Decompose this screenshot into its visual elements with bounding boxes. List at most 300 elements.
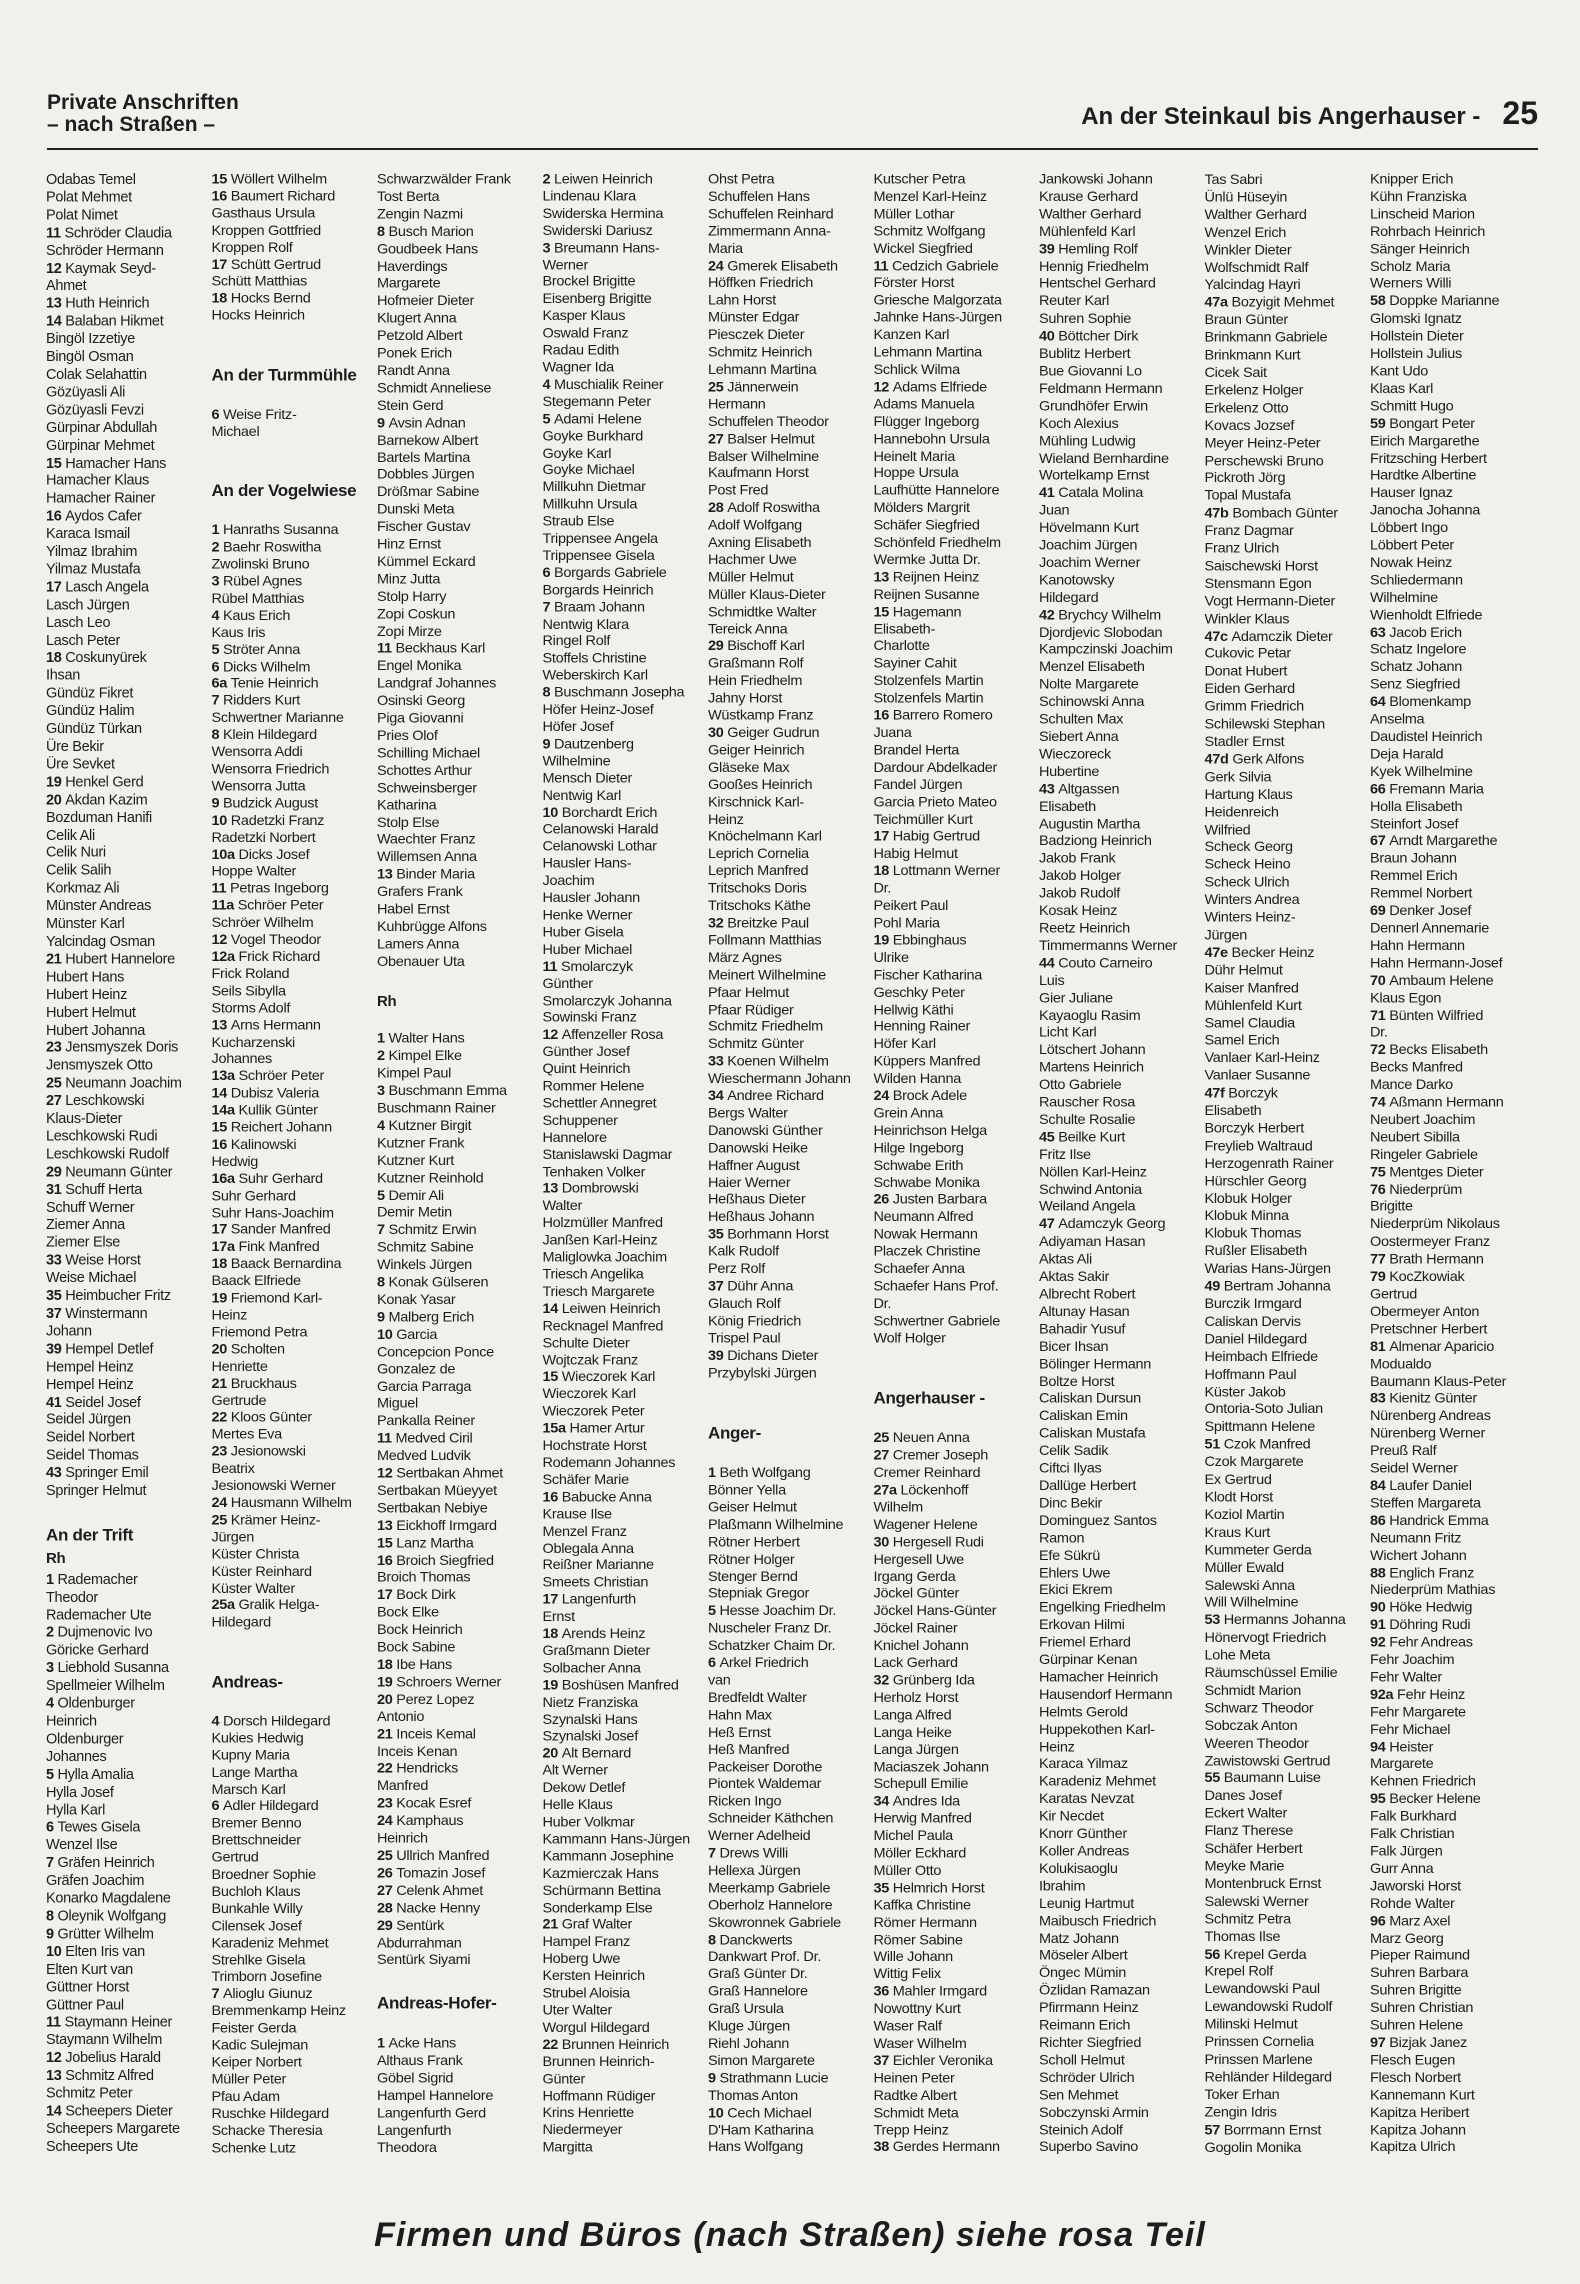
resident-entry [1205, 945, 1371, 963]
resident-entry: Juana [873, 725, 912, 741]
resident-entry: Neumann Alfred [873, 1209, 974, 1226]
resident-entry: Superbo Savino [1039, 2139, 1138, 2156]
resident-entry [543, 805, 709, 822]
resident-entry: Baumann Klaus-Peter [1370, 1373, 1507, 1390]
resident-entry: Graß Ursula [708, 2001, 784, 2018]
resident-entry [1370, 1252, 1536, 1269]
resident-entry [46, 1164, 212, 1182]
resident-entry: Hubert Heinz [46, 987, 128, 1003]
resident-entry: Lehmann Martina [708, 362, 817, 378]
house-number: 17 [211, 1222, 231, 1238]
resident-entry: Geiger Heinrich [708, 742, 805, 759]
resident-entry: Mühlenfeld Kurt [1204, 997, 1302, 1014]
house-number: 22 [211, 1410, 231, 1426]
header-divider [47, 148, 1538, 150]
resident-entry: Koch Alexius [1039, 415, 1119, 432]
resident-entry: Schinowski Anna [1039, 694, 1145, 711]
resident-entry [212, 1291, 378, 1308]
resident-entry: Hampel Hannelore [377, 2087, 494, 2104]
resident-name: Becker Helene [1389, 1791, 1481, 1808]
resident-entry: März Agnes [708, 950, 782, 966]
house-number: 16 [211, 1137, 231, 1153]
resident-name: Dichans Dieter [727, 1348, 819, 1364]
resident-entry: Fischer Katharina [873, 967, 983, 984]
resident-entry [874, 864, 1040, 881]
resident-entry: Haffner August [708, 1157, 800, 1174]
resident-entry: Celanowski Lothar [542, 839, 657, 855]
resident-entry: Djordjevic Slobodan [1039, 624, 1163, 641]
resident-entry: Rademacher Ute [46, 1607, 152, 1624]
resident-entry: Fritzsching Herbert [1370, 450, 1487, 467]
resident-entry: Wilden Hanna [873, 1071, 961, 1087]
resident-entry: Werner Adelheid [708, 1828, 811, 1845]
resident-entry: Gerk Silvia [1204, 769, 1272, 786]
resident-entry: Packeiser Dorothe [708, 1759, 823, 1775]
resident-entry [212, 1598, 378, 1615]
house-number: 25 [211, 1512, 231, 1528]
resident-name: Neumann Günter [65, 1164, 173, 1181]
resident-entry: Hausendorf Hermann [1039, 1687, 1173, 1703]
resident-entry: Heinrich [377, 1830, 428, 1847]
resident-name: Hamacher Hans [65, 455, 167, 472]
house-number: 25 [46, 1075, 66, 1092]
resident-entry: Bölinger Hermann [1039, 1356, 1152, 1372]
resident-entry: Antonio [377, 1709, 425, 1725]
house-number: 47b [1204, 505, 1233, 522]
resident-entry [543, 566, 709, 583]
house-number: 20 [377, 1691, 397, 1708]
resident-entry [377, 1031, 543, 1048]
resident-entry: Göbel Sigrid [377, 2070, 454, 2087]
resident-entry: Kyek Wilhelmine [1370, 764, 1473, 780]
resident-entry: Brettschneider [211, 1833, 301, 1849]
resident-entry: Dekow Detlef [542, 1780, 626, 1796]
resident-name: Habig Gertrud [892, 829, 980, 845]
resident-entry: Schröder Ulrich [1039, 2070, 1135, 2086]
house-number: 29 [708, 638, 728, 655]
house-number: 57 [1204, 2122, 1224, 2138]
resident-entry [1205, 1613, 1371, 1631]
house-number: 17 [46, 579, 66, 596]
resident-entry: Korkmaz Ali [46, 880, 120, 897]
resident-entry: Kümmel Eckard [377, 554, 476, 570]
resident-entry: Storms Adolf [211, 1000, 291, 1017]
resident-entry: Skowronnek Gabriele [708, 1915, 841, 1931]
resident-entry: D'Ham Katharina [708, 2122, 814, 2139]
resident-entry: Schulte Rosalie [1039, 1112, 1136, 1129]
resident-entry: Leunig Hartmut [1039, 1896, 1134, 1912]
resident-name: Krämer Heinz- [230, 1512, 321, 1528]
resident-entry: Rübel Matthias [211, 591, 305, 607]
house-number: 37 [708, 1278, 728, 1295]
resident-entry: Eckert Walter [1204, 1805, 1288, 1822]
resident-name: Inceis Kemal [396, 1726, 476, 1743]
house-number: 13 [377, 1518, 397, 1534]
resident-entry: Dr. [873, 1296, 892, 1312]
resident-name: Hocks Bernd [230, 291, 311, 307]
resident-entry: Schäfer Siegfried [873, 517, 980, 534]
resident-entry: Schacke Theresia [211, 2123, 323, 2139]
resident-entry: Yilmaz Mustafa [46, 561, 141, 578]
resident-entry: Caliskan Mustafa [1039, 1425, 1146, 1442]
resident-entry: Hans Wolfgang [708, 2139, 803, 2156]
resident-entry [708, 501, 874, 518]
resident-entry [212, 1444, 378, 1461]
house-number: 39 [46, 1341, 66, 1358]
resident-entry: Öngec Mümin [1039, 1965, 1126, 1982]
house-number: 5 [542, 411, 554, 427]
resident-entry: Klugert Anna [377, 311, 457, 327]
directory-column-1 [46, 172, 212, 2155]
resident-name: Kienitz Günter [1389, 1391, 1477, 1407]
house-number: 10 [542, 805, 562, 821]
resident-name: Schröer Peter [238, 1069, 325, 1085]
resident-entry [212, 540, 378, 557]
resident-entry: Hinz Ernst [377, 537, 441, 553]
resident-entry: Efe Sükrü [1039, 1547, 1100, 1564]
house-number: 6 [211, 1799, 223, 1815]
resident-name: Beckhaus Karl [395, 641, 486, 657]
spacer [212, 1632, 378, 1649]
resident-entry [46, 580, 212, 598]
resident-entry: Schuff Werner [46, 1199, 135, 1216]
resident-entry [1039, 1217, 1205, 1234]
resident-entry: Steinich Adolf [1039, 2122, 1123, 2139]
resident-entry: Abdurrahman [377, 1935, 462, 1951]
resident-entry: Bremer Benno [211, 1816, 302, 1832]
resident-name: Ullrich Manfred [396, 1848, 490, 1864]
resident-entry [46, 1926, 212, 1944]
resident-entry [1039, 956, 1205, 973]
resident-entry [1370, 416, 1536, 433]
resident-entry: Trimborn Josefine [211, 1969, 322, 1986]
resident-entry [874, 933, 1040, 950]
header-title: Private Anschriften [47, 91, 239, 114]
resident-entry [212, 694, 378, 711]
resident-entry: Üre Bekir [46, 738, 104, 755]
resident-entry: Heinz [708, 811, 744, 828]
resident-entry [708, 1279, 874, 1296]
house-number: 10 [708, 2105, 728, 2121]
resident-entry [543, 1746, 709, 1763]
resident-entry [377, 1866, 543, 1883]
resident-name: Bischoff Karl [727, 638, 805, 655]
resident-entry: Klaas Karl [1370, 380, 1434, 397]
resident-name: Schroers Werner [396, 1674, 502, 1691]
resident-name: Coskunyürek [65, 650, 147, 667]
resident-entry: Falk Jürgen [1370, 1843, 1443, 1860]
resident-name: Radetzki Franz [230, 813, 325, 829]
resident-entry: Perschewski Bruno [1204, 453, 1324, 469]
resident-entry: Follmann Matthias [708, 933, 822, 949]
resident-name: Hergesell Rudi [892, 1534, 984, 1551]
resident-entry [377, 1901, 543, 1918]
resident-entry: Göricke Gerhard [46, 1642, 149, 1659]
resident-entry: Ehlers Uwe [1039, 1565, 1111, 1581]
resident-entry [1205, 1279, 1371, 1297]
resident-entry: Schwabe Erith [873, 1157, 964, 1174]
resident-entry: Piesczek Dieter [708, 327, 805, 344]
resident-entry: Niedermeyer [542, 2122, 623, 2139]
resident-entry: Ekici Ekrem [1039, 1582, 1113, 1599]
resident-entry [212, 1257, 378, 1274]
resident-entry: Wilhelmine [1370, 589, 1438, 606]
header-street-range: An der Steinkaul bis Angerhauser - [1081, 103, 1481, 130]
house-number: 9 [542, 736, 554, 753]
house-number: 2 [377, 1048, 389, 1065]
resident-entry: Erkelenz Holger [1204, 382, 1304, 399]
resident-entry: Sobczak Anton [1204, 1718, 1298, 1734]
resident-entry: Colak Selahattin [46, 366, 147, 383]
resident-entry: Stein Gerd [377, 397, 444, 414]
resident-entry: Reimann Erich [1039, 2018, 1131, 2034]
resident-entry: Elisabeth [1204, 1103, 1262, 1119]
resident-entry: Charlotte [873, 638, 930, 655]
resident-entry: Pfaar Rüdiger [708, 1002, 794, 1018]
resident-entry [874, 1535, 1040, 1552]
spacer [212, 458, 378, 475]
resident-entry: Millkuhn Dietmar [542, 480, 646, 496]
house-number: 5 [211, 642, 223, 658]
house-number: 41 [46, 1394, 66, 1411]
resident-entry: Schmidt Anneliese [377, 380, 492, 397]
resident-entry: Kaus Iris [211, 625, 266, 641]
resident-entry [212, 523, 378, 540]
resident-entry: Geiser Helmut [708, 1500, 797, 1516]
house-number: 14 [46, 313, 66, 330]
resident-entry: Wieschermann Johann [708, 1071, 851, 1087]
resident-name: Grünberg Ida [892, 1672, 975, 1689]
resident-entry: Tritschoks Doris [708, 881, 807, 897]
resident-entry [377, 1553, 543, 1570]
resident-name: Handrick Emma [1389, 1513, 1489, 1529]
house-number: 9 [377, 415, 389, 431]
resident-entry: Franz Dagmar [1204, 523, 1294, 540]
resident-name: Laufer Daniel [1389, 1478, 1472, 1494]
resident-entry: Goyke Karl [542, 445, 612, 462]
resident-entry: Fehr Margarete [1370, 1704, 1466, 1721]
resident-entry: Nuscheler Franz Dr. [708, 1621, 832, 1637]
resident-name: Bizjak Janez [1389, 2035, 1468, 2052]
resident-entry: Ricken Ingo [708, 1794, 782, 1810]
resident-entry [212, 407, 378, 424]
resident-entry [1370, 1914, 1536, 1931]
resident-entry [1205, 506, 1371, 524]
resident-entry: Kant Udo [1370, 363, 1429, 380]
resident-entry: Walther Gerhard [1204, 207, 1307, 223]
house-number: 44 [1039, 955, 1059, 972]
resident-name: Denker Josef [1389, 903, 1472, 920]
house-number: 12 [542, 1027, 562, 1043]
resident-entry: Lewandowski Paul [1204, 1981, 1320, 1998]
resident-entry: Brinkmann Kurt [1204, 347, 1301, 364]
resident-entry: Suhren Sophie [1039, 311, 1132, 327]
resident-entry: Huber Volkmar [542, 1814, 635, 1831]
house-number: 97 [1370, 2035, 1390, 2052]
resident-entry: Caliskan Emin [1039, 1408, 1128, 1425]
resident-entry: Sowinski Franz [542, 1010, 637, 1026]
resident-entry: Knöchelmann Karl [708, 829, 822, 845]
resident-entry: Maibusch Friedrich [1039, 1913, 1157, 1930]
resident-entry: Sonderkamp Else [542, 1900, 653, 1916]
resident-entry [46, 2015, 212, 2033]
resident-entry: Hergesell Uwe [873, 1551, 964, 1568]
resident-name: Walter Hans [388, 1031, 465, 1047]
resident-entry: Bunkahle Willy [211, 1901, 303, 1917]
resident-entry: Henke Werner [542, 907, 633, 924]
resident-entry [377, 1518, 543, 1535]
resident-entry: Kovacs Jozsef [1204, 417, 1295, 434]
resident-name: Hemling Rolf [1058, 241, 1138, 258]
house-number: 19 [46, 774, 66, 791]
house-number: 15 [377, 1535, 397, 1552]
resident-entry: Jaworski Horst [1370, 1878, 1461, 1895]
house-number: 11 [46, 225, 65, 241]
resident-name: Rübel Agnes [223, 574, 302, 590]
resident-entry [377, 1883, 543, 1900]
resident-entry: Wagner Ida [542, 360, 614, 376]
resident-entry [543, 1592, 709, 1609]
resident-name: Fink Manfred [238, 1239, 320, 1255]
resident-entry: Kasper Klaus [542, 308, 626, 325]
house-number: 12 [873, 379, 893, 396]
resident-entry: Schuppener [542, 1113, 618, 1129]
house-number: 13 [46, 296, 66, 312]
resident-entry: Hedwig [211, 1154, 259, 1170]
resident-entry: Pfirrmann Heinz [1039, 2000, 1139, 2017]
resident-entry [1370, 1792, 1536, 1809]
resident-entry: Goyke Burkhard [542, 428, 644, 444]
resident-entry: Peikert Paul [873, 898, 949, 914]
house-number: 33 [46, 1252, 66, 1269]
resident-entry: Kroppen Gottfried [211, 223, 321, 239]
resident-entry [46, 1820, 212, 1838]
resident-entry: Leprich Manfred [708, 863, 809, 880]
resident-name: Rademacher [57, 1571, 138, 1588]
resident-entry: Salewski Werner [1204, 1893, 1309, 1910]
resident-entry: Przybylski Jürgen [708, 1365, 817, 1381]
resident-entry: Minz Jutta [377, 571, 441, 588]
house-number: 11 [46, 2014, 65, 2031]
resident-entry: Heßhaus Johann [708, 1209, 815, 1226]
house-number: 37 [873, 2053, 893, 2069]
resident-entry: Hochstrate Horst [542, 1438, 647, 1454]
resident-entry: Aktas Ali [1039, 1251, 1092, 1268]
resident-name: Schmitz Erwin [388, 1222, 477, 1239]
resident-entry: Elten Kurt van [46, 1961, 133, 1978]
resident-entry: Anselma [1370, 711, 1425, 728]
resident-entry [377, 1796, 543, 1813]
resident-entry: Schilewski Stephan [1204, 716, 1325, 733]
house-number: 35 [873, 1880, 893, 1896]
resident-entry: Schürmann Bettina [542, 1883, 661, 1899]
resident-name: Adamczyk Georg [1058, 1216, 1166, 1233]
resident-name: Binder Maria [396, 867, 475, 883]
resident-entry: Helle Klaus [542, 1797, 613, 1814]
resident-name: Justen Barbara [892, 1192, 987, 1208]
resident-name: Brychcy Wilhelm [1058, 607, 1161, 623]
house-number: 15a [542, 1421, 570, 1437]
resident-entry: Brockel Brigitte [542, 274, 636, 290]
resident-name: Gralik Helga- [238, 1598, 320, 1614]
resident-entry [708, 725, 874, 742]
resident-name: Strathmann Lucie [719, 2070, 829, 2087]
resident-entry [46, 2068, 212, 2086]
resident-name: Geiger Gudrun [727, 725, 820, 741]
spacer [212, 390, 378, 407]
house-number: 83 [1370, 1391, 1390, 1407]
house-number: 56 [1204, 1946, 1224, 1963]
house-number: 42 [1039, 607, 1059, 623]
resident-entry: Krause Gerhard [1039, 189, 1138, 205]
resident-entry: Concepcion Ponce [377, 1344, 494, 1360]
house-number: 11 [377, 641, 396, 657]
house-number: 4 [46, 1695, 58, 1712]
resident-entry: Garcia Parraga [377, 1379, 472, 1395]
resident-entry: Brinkmann Gabriele [1204, 330, 1328, 346]
resident-entry: Wieczorek Karl [542, 1387, 636, 1403]
house-number: 12 [377, 1465, 397, 1482]
resident-entry: Lasch Peter [46, 632, 121, 649]
house-number: 2 [46, 1625, 58, 1641]
resident-entry: Elisabeth- [873, 621, 935, 638]
resident-entry [874, 380, 1040, 397]
house-number: 1 [377, 2035, 389, 2052]
resident-name: Gerdes Hermann [892, 2139, 1000, 2156]
resident-name: Affenzeller Rosa [561, 1027, 664, 1043]
resident-entry: Jürgen [1204, 927, 1248, 944]
resident-entry: Krause Ilse [542, 1506, 612, 1523]
resident-entry: Sen Mehmet [1039, 2087, 1119, 2104]
resident-entry [874, 829, 1040, 846]
resident-entry: Jürgen [211, 1529, 255, 1546]
house-number: 77 [1370, 1251, 1390, 1268]
resident-entry: Cremer Reinhard [873, 1465, 981, 1481]
resident-entry: Smolarczyk Johanna [542, 993, 672, 1009]
house-number: 31 [46, 1181, 66, 1198]
resident-entry [212, 574, 378, 591]
resident-entry: Ponek Erich [377, 345, 452, 362]
house-number: 6 [211, 659, 223, 675]
resident-entry: Schwarzwälder Frank [377, 172, 511, 188]
house-number: 9 [377, 1309, 389, 1326]
resident-entry [1370, 1165, 1536, 1182]
resident-entry: Danes Josef [1204, 1788, 1282, 1805]
resident-name: Budzick August [223, 796, 318, 812]
resident-entry [377, 1727, 543, 1744]
resident-entry: Kolukisaoglu [1039, 1861, 1118, 1877]
house-number: 4 [377, 1118, 389, 1134]
resident-entry: Will Wilhelmine [1204, 1595, 1299, 1611]
resident-entry: Steffen Margareta [1370, 1495, 1481, 1512]
resident-entry: Gertrude [211, 1393, 267, 1409]
resident-entry: Flesch Norbert [1370, 2070, 1461, 2086]
resident-entry: Mölders Margrit [873, 500, 970, 517]
resident-entry: Kazmierczak Hans [542, 1866, 659, 1882]
resident-entry: Kupny Maria [211, 1747, 290, 1764]
resident-entry [543, 240, 709, 257]
resident-entry: Ernst [542, 1609, 575, 1625]
resident-name: Löckenhoff [900, 1482, 969, 1499]
resident-entry: Meinert Wilhelmine [708, 967, 826, 984]
resident-name: Langenfurth [561, 1592, 636, 1608]
resident-entry: Nowak Heinz [1370, 555, 1453, 571]
resident-entry: Bremmenkamp Heinz [211, 2003, 346, 2020]
resident-entry: Springer Helmut [46, 1483, 147, 1499]
house-number: 27 [46, 1093, 66, 1110]
resident-entry: Wenzel Erich [1204, 224, 1287, 241]
resident-entry: Kutzner Frank [377, 1135, 465, 1152]
